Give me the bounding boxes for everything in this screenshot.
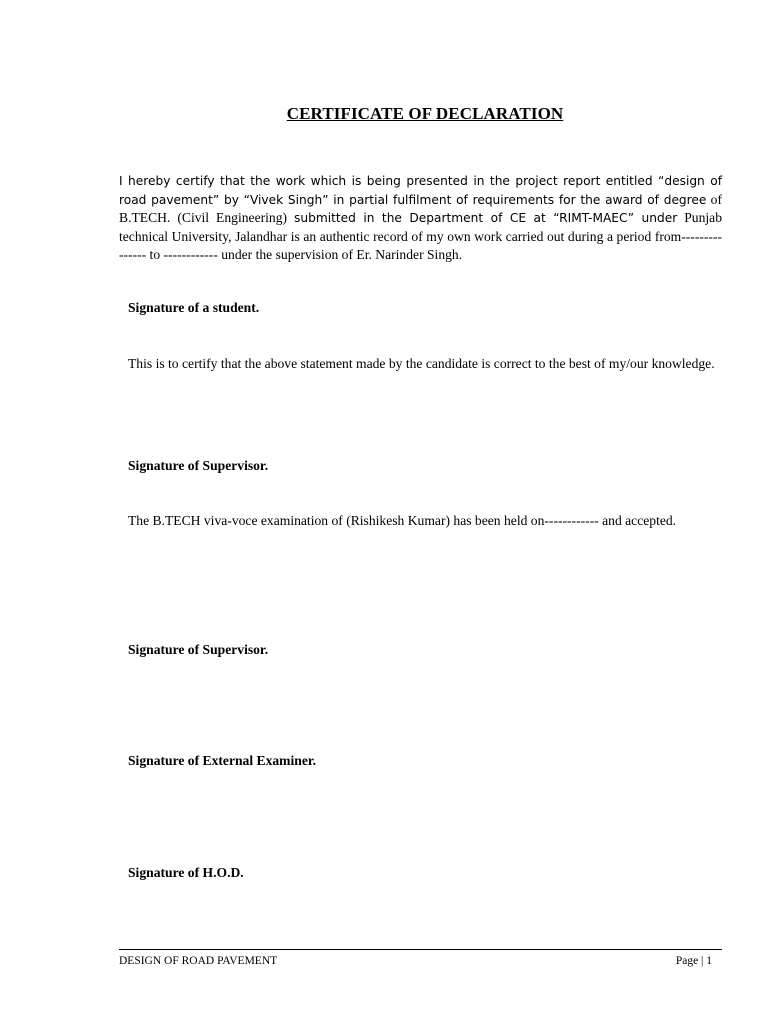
declaration-text-part1: I hereby certify that the work which is being presented in the project report entitled “design of road pavement” by “Vivek Singh” in partial fulfilment of requirements for the award of degree xyxy=(119,174,722,207)
supervisor-statement: This is to certify that the above statement made by the candidate is correct to the best of my/our knowledge. xyxy=(128,356,715,371)
declaration-paragraph xyxy=(119,172,722,265)
student-signature-label: Signature of a student. xyxy=(128,300,260,315)
declaration-text-part3: submitted in the Department of CE at “RIMT-MAEC” under xyxy=(294,211,678,225)
supervisor-signature-label-2: Signature of Supervisor. xyxy=(128,642,269,657)
footer-divider xyxy=(119,949,722,950)
page-number: Page | 1 xyxy=(675,955,712,967)
declaration-text-part4: Punjab technical University, Jalandhar is an authentic record of my own work carried out during a period from--------------- to ------------ under the supervision of Er. Narinder Singh. xyxy=(119,210,722,262)
footer-title: DESIGN OF ROAD PAVEMENT xyxy=(119,955,278,967)
viva-statement: The B.TECH viva-voce examination of (Rishikesh Kumar) has been held on------------ and accepted. xyxy=(128,513,677,528)
declaration-text-part2: of B.TECH. (Civil Engineering) xyxy=(119,191,722,225)
external-examiner-signature-label: Signature of External Examiner. xyxy=(128,753,317,768)
document-title: CERTIFICATE OF DECLARATION xyxy=(286,104,564,123)
hod-signature-label: Signature of H.O.D. xyxy=(128,865,244,880)
supervisor-signature-label: Signature of Supervisor. xyxy=(128,458,269,473)
